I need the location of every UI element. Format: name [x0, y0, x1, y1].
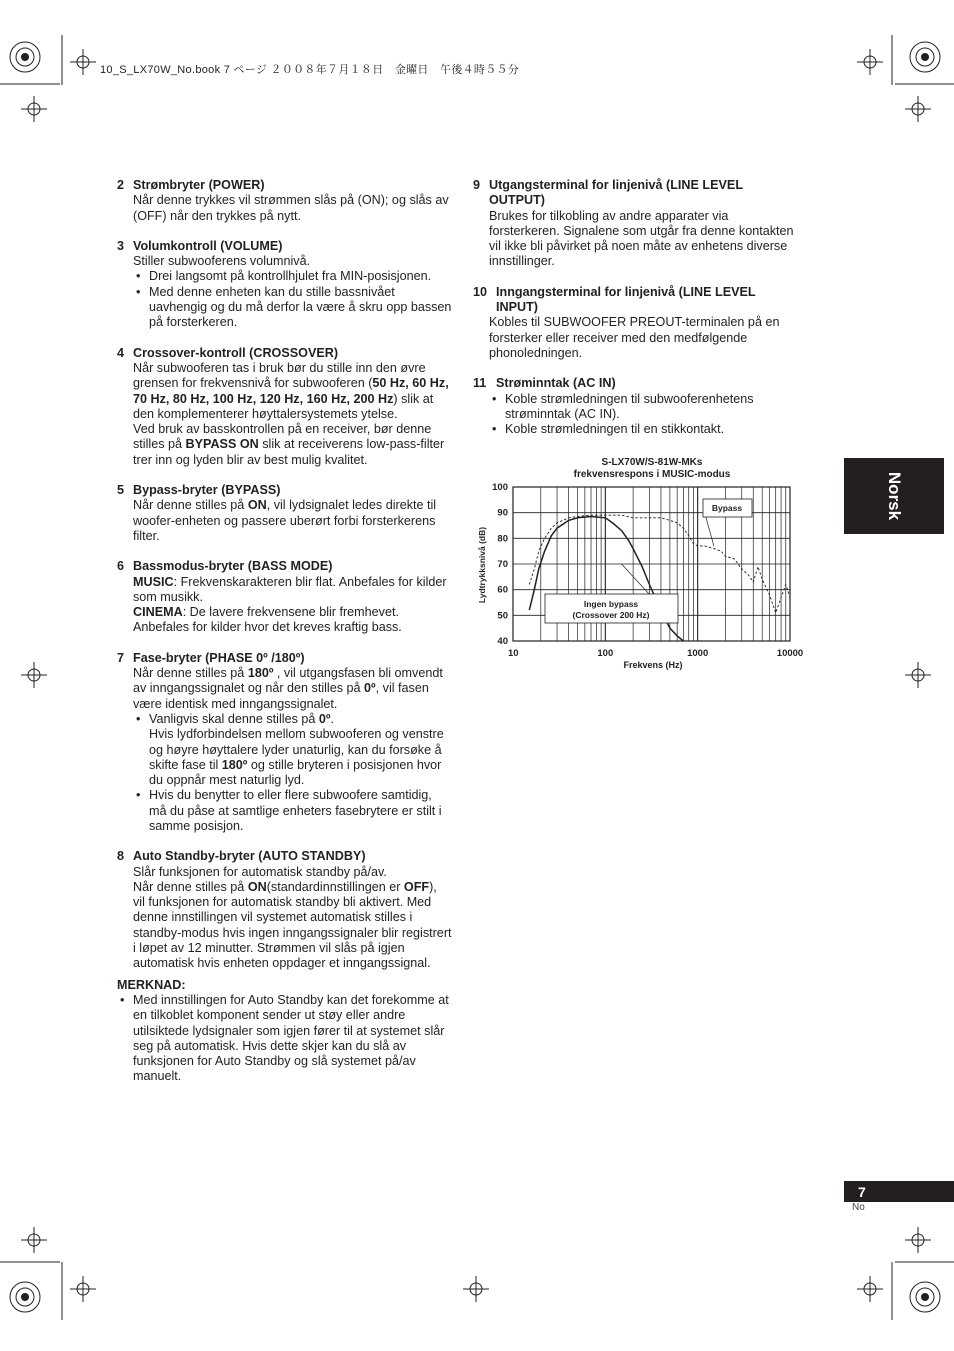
annotation-bypass	[703, 499, 752, 517]
annotation-bypass-label: Bypass	[711, 503, 743, 513]
y-tick-label: 80	[497, 533, 508, 545]
y-tick-label: 60	[497, 584, 508, 596]
section-text: Ved bruk av basskontrollen på en receiver, bør denne stilles på BYPASS ON slik at receiverens low-pass-filter trer inn og lyden blir av best mulig kvalitet.	[133, 422, 445, 467]
section-title: Volumkontroll (VOLUME)	[133, 238, 283, 253]
section-power	[117, 178, 452, 224]
note-block	[117, 978, 452, 1085]
section-number: 10	[473, 284, 488, 299]
bullet-item: • Med denne enheten kan du stille bassnivået uavhengig og du må derfor la være å skru opp bassen på forsterkeren.	[133, 285, 452, 331]
section-number: 6	[117, 559, 125, 574]
annotation-no-bypass-line2: (Crossover 200 Hz)	[572, 610, 650, 620]
section-bass-mode	[117, 559, 452, 635]
page-number: 7	[858, 1184, 866, 1200]
section-title: Inngangsterminal for linjenivå (LINE LEVEL INPUT)	[496, 284, 756, 315]
language-tab	[844, 458, 944, 534]
section-text: Når denne trykkes vil strømmen slås på (ON); og slås av (OFF) når den trykkes på nytt.	[133, 193, 449, 223]
bullet-item: • Vanligvis skal denne stilles på 0º. Hvis lydforbindelsen mellom subwooferen og venstre og høyre høyttalere lyder unaturlig, kan du forsøke å skifte fase til 180º og stille bryteren i posisjonen hvor du oppnår mest naturlig lyd.	[133, 712, 452, 788]
section-number: 3	[117, 238, 125, 253]
section-number: 7	[117, 650, 125, 665]
section-volume	[117, 239, 452, 331]
section-text: Når subwooferen tas i bruk bør du stille inn den øvre grensen for frekvensnivå for subwooferen (50 Hz, 60 Hz, 70 Hz, 80 Hz, 100 Hz, 120 Hz, 160 Hz, 200 Hz) slik at den komplementerer høyttalersystemets ytelse.	[133, 360, 449, 421]
y-tick-label: 70	[497, 559, 508, 570]
bullet-item: • Med innstillingen for Auto Standby kan det forekomme at en tilkoblet komponent sender ut støy eller andre utilsiktede lydsignaler som igjen fører til at systemet slår seg på automatisk. Hvis dette skjer kan du slå av funksjonen for Auto Standby og slå systemet på/av manuelt.	[117, 993, 452, 1085]
chart-y-ticks	[492, 482, 508, 647]
bullet-item: • Drei langsomt på kontrollhjulet fra MIN-posisjonen.	[133, 269, 452, 284]
chart-y-axis-label: Lydtrykksnivå (dB)	[477, 526, 487, 604]
section-number: 2	[117, 178, 125, 192]
section-title: Bypass-bryter (BYPASS)	[133, 483, 281, 498]
annotation-no-bypass-line1: Ingen bypass	[583, 599, 639, 609]
section-text: MUSIC: Frekvenskarakteren blir flat. Anbefales for kilder som musikk.	[133, 574, 447, 604]
bullet-item: • Koble strømledningen til en stikkontakt.	[489, 422, 795, 437]
y-tick-label: 50	[497, 610, 508, 622]
section-title: Strømbryter (POWER)	[133, 178, 265, 192]
section-ac-in	[473, 376, 795, 437]
annotation-no-bypass	[545, 594, 678, 623]
section-text: Når denne stilles på ON(standardinnstillingen er OFF), vil funksjonen for automatisk standby bli aktivert. Med denne innstillingen vil systemet automatisk stilles i standby-modus hvis ingen inngangssignaler blir registrert i løpet av 12 minutter. Strømmen vil slås på igjen automatisk hvis enheten oppdager et inngangssignal.	[133, 879, 452, 971]
page-language-code: No	[852, 1202, 865, 1213]
section-crossover	[117, 346, 452, 468]
section-auto-standby	[117, 849, 452, 971]
x-tick-label: 1000	[687, 648, 709, 659]
section-number: 8	[117, 849, 125, 864]
right-column	[473, 178, 795, 452]
section-number: 4	[117, 345, 125, 360]
y-tick-label: 40	[497, 636, 508, 647]
section-text: Stiller subwooferens volumnivå.	[133, 254, 311, 269]
bypass-leader-line	[705, 514, 714, 546]
frequency-response-chart	[476, 452, 816, 674]
left-column	[117, 178, 452, 1085]
chart-x-axis-label: Frekvens (Hz)	[623, 660, 683, 670]
section-number: 5	[117, 483, 125, 498]
y-tick-label: 100	[492, 482, 508, 493]
section-title: Crossover-kontroll (CROSSOVER)	[133, 345, 339, 360]
header-file-line: 10_S_LX70W_No.book 7 ページ ２００８年７月１８日 金曜日 午後４時５５分	[100, 64, 520, 76]
section-number: 11	[473, 376, 487, 391]
section-bypass	[117, 483, 452, 544]
section-text: CINEMA: De lavere frekvensene blir fremhevet. Anbefales for kilder hvor det kreves kraftig bass.	[133, 605, 402, 635]
section-title: Fase-bryter (PHASE 0º /180º)	[133, 650, 305, 665]
bullet-item: • Koble strømledningen til subwooferenhetens strøminntak (AC IN).	[489, 392, 795, 423]
chart-subtitle: frekvensrespons i MUSIC-modus	[573, 469, 731, 480]
section-number: 9	[473, 178, 481, 192]
section-line-output	[473, 178, 795, 270]
section-title: Strøminntak (AC IN)	[496, 376, 616, 391]
x-tick-label: 10	[508, 648, 519, 659]
note-title: MERKNAD:	[117, 977, 186, 992]
x-tick-label: 100	[597, 648, 614, 659]
section-title: Auto Standby-bryter (AUTO STANDBY)	[133, 849, 366, 864]
section-title: Utgangsterminal for linjenivå (LINE LEVEL OUTPUT)	[489, 178, 743, 208]
x-tick-label: 10000	[776, 648, 804, 659]
chart-x-ticks	[508, 648, 803, 659]
section-line-input	[473, 285, 795, 361]
no-bypass-leader-line	[622, 564, 650, 595]
section-text: Kobles til SUBWOOFER PREOUT-terminalen på en forsterker eller receiver med den medfølgende phonoledningen.	[489, 315, 780, 360]
section-title: Bassmodus-bryter (BASS MODE)	[133, 559, 333, 574]
section-text: Når denne stilles på 180º , vil utgangsfasen bli omvendt av inngangssignalet og når den stilles på 0º, vil fasen være identisk med inngangssignalet.	[133, 666, 443, 711]
language-tab-label: Norsk	[885, 471, 904, 521]
chart-title: S-LX70W/S-81W-MKs	[601, 457, 703, 468]
section-text: Slår funksjonen for automatisk standby på/av.	[133, 864, 387, 879]
y-tick-label: 90	[497, 507, 508, 519]
section-text: Når denne stilles på ON, vil lydsignalet ledes direkte til woofer-enheten og passere uberørt forbi forsterkerens filter.	[133, 498, 437, 543]
section-text: Brukes for tilkobling av andre apparater via forsterkeren. Signalene som utgår fra denne kontakten vil ikke bli påvirket på noen måte av enhetens diverse innstillinger.	[489, 208, 794, 269]
bullet-item: • Hvis du benytter to eller flere subwoofere samtidig, må du påse at samtlige enheters fasebrytere er stilt i samme posisjon.	[133, 788, 452, 834]
section-phase	[117, 651, 452, 835]
